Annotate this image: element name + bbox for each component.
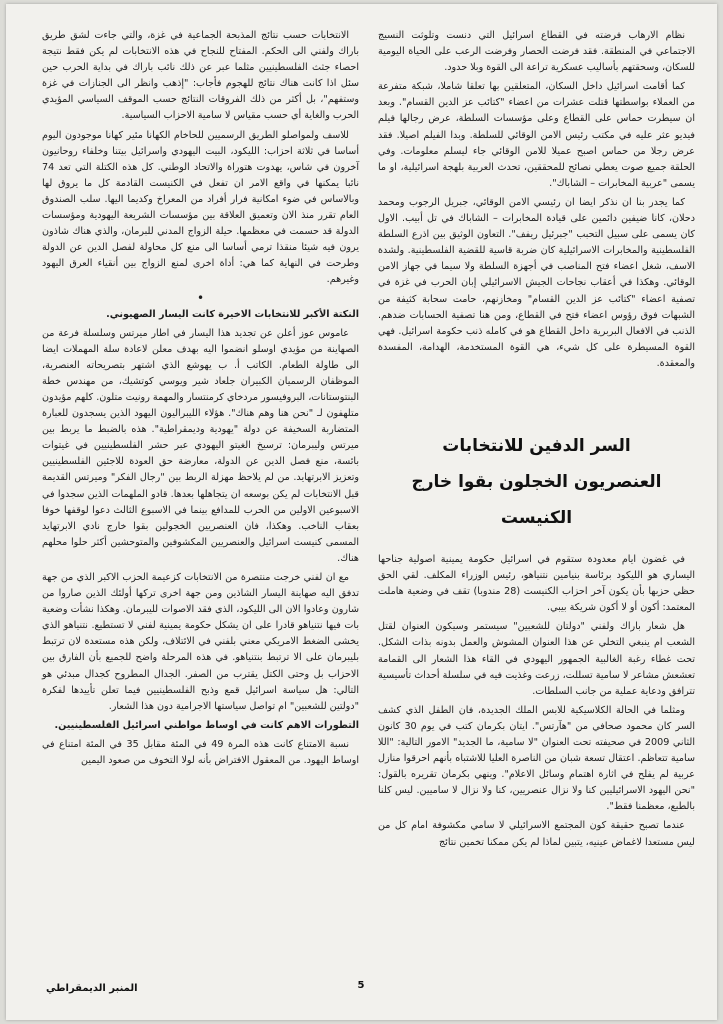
page-footer — [6, 980, 717, 1000]
headline-line: العنصريون الخجلون بقوا خارج — [411, 471, 662, 492]
article-paragraph: في غضون ايام معدودة ستقوم في اسرائيل حكومة يمينية اصولية جناحها اليساري هو الليكود برئاسة بنيامين نتنياهو، رئيس الوزراء المكلف. لقي الحق حظي حزبها بأن يكون آخر احزاب الكنيست (28 مندوبا) تقف في وضعية هاملت المعتمد: أكون أو لا أكون شريكة بيبي. — [378, 553, 695, 614]
newspaper-page — [6, 4, 717, 1020]
article-paragraph: عاموس عوز أعلن عن تجديد هذا اليسار في اطار ميرتس وسلسلة فرعة من الصهاينة من مؤيدي اوسلو انضموا اليه بهدف معلن لاعادة سلة المهملات ايضا الى طاولة الطعام. الكاتب أ. ب يهوشع الذي اشتهر بتصريحاته العنصرية، الموظفان الرسميان الكبيران جلعاد شير ويوسي كوتشيك، من مهندس خطة البنتوستانات، البروفيسور مردخاي كرمنتسار والمهمة رونيت متلون. كلهم مؤيدون متلهفون لـ "نحن هنا وهم هناك". هؤلاء الليبراليون اليهود الذين يسجدون للعبارة المتضاربة السخيفة عن دولة "يهودية وديمقراطية". هذه بالضبط ما يربط بين ميرتس وليبرمان: ترسيخ الغيتو اليهودي عبر حشر الفلسطينيين في غيتوات بائسة، منع فصل الدين عن الدولة، معارضة حق العودة للاجئين الفلسطينيين وتعزيز الابرتهايد. من لم يلاحظ مهزلة الربط بين "رجال الفكر" وميرتس القديمة قبل الانتخابات لم يكن بوسعه ان يتجاهلها بعدها. قادو الملهمات الذين سجدوا في الاسبوعين الاولين من الحرب للمدافع بينما في الاسبوع الثالث دعوا لوقفها خوفا بعقاب الناخب. وهكذا، فان العنصريين الخجولين بقوا خارج نادي الابرتهايد المسمى كنيست اسرائيل والعنصريين المكشوفين والمتوحشين أكثر حلوا محلهم هناك. — [42, 327, 359, 564]
article-paragraph: نسبة الامتناع كانت هذه المرة 49 في المئة مقابل 35 في المئة امتناع في اوساط اليهود. من المعقول الافتراض بأنه لولا التخوف من صعود اليمين — [42, 738, 359, 767]
article-paragraph: ومثلما في الحالة الكلاسيكية للابس الملك الجديدة، فان الطفل الذي كشف السر كان محمود صحافي من "هآرتس". ايتان بكرمان كتب في يوم 30 كانون الثاني 2009 في صحيفته تحت العنوان "لا سامية، ما الجديد" الامور التالية: "اللا سامية تتعاظم. اعتقال تسعة شبان من الناصرة العليا للاشتباه بأنهم احرقوا منازل عربية لم يفلح في اثارة اهتمام وسائل الاعلام". وينهي بكرمان تقريره بالقول: "نحن اليهود الاسرائيليين كنا ولا نزال عنصريين، كنا ولا نزال لا ساميين. ليس كلنا بالطبع، معظمنا فقط". — [378, 704, 696, 813]
headline-line: الكنيست — [500, 507, 573, 528]
article-headline — [378, 428, 695, 536]
section-lead: النكتة الأكبر للانتخابات الاخيرة كانت اليسار الصهيوني. — [106, 308, 359, 320]
left-column — [42, 28, 359, 772]
publication-name: المنبر الديمقراطي — [46, 983, 138, 994]
section-subhead: التطورات الاهم كانت في اوساط مواطني اسرائيل الفلسطينيين. — [54, 719, 359, 731]
article-paragraph: مع ان لفني خرجت منتصرة من الانتخابات كزعيمة الحزب الاكبر الذي من جهة تدفق اليه صهاينة اليسار الشاذين ومن جهة اخرى تركها أولئك الذين صاروا من شارون وعادوا الان الى الليكود، الذي فقد الاصوات لليبرمان. وهكذا نشأت وضعية بات فيها نتنياهو قادرا على ان يشكل حكومة يمينية لفني لا تستطيع. نتنياهو الذي يخشى الضغط الامريكي معني بلفني في الائتلاف، ولكن هذه مستعدة لان ترتبط بليبرمان على الا ترتبط بنتنياهو. في هذه المرحلة واضح للجميع بأن الفارق بين الاحزاب بل وحتى الكتل يقترب من الصفر. الجدال المطروح كجدال مبدئي هو التالي: هل سياسة اسرائيل قمع وذبح الفلسطينيين فيما تعلن تأييدها لفكرة "دولتين للشعبين" ام تواصل سياستها الاجرامية دون هذا الشعار. — [42, 572, 359, 712]
page-number: 5 — [357, 980, 365, 991]
article-paragraph: عندما تصبح حقيقة كون المجتمع الاسرائيلي لا سامي مكشوفة امام كل من ليس مستعدا لاغماض عينيه، يتبين لماذا لم يكن ممكنا تخمين نتائج — [378, 820, 695, 848]
section-bullet: • — [196, 290, 205, 305]
article-paragraph: كما أقامت اسرائيل داخل السكان، المتعلقين بها تعلقا شاملا، شبكة متفرعة من العملاء بواسطتها قتلت عشرات من اعضاء "كتائب عز الدين القسام". وبعد ان سيطرت حماس على القطاع وعلى مؤسسات السلطة، عرض رجالها فيلم فيديو عثر عليه في مكتب رئيس الامن الوقائي للسلطة. وبدا الفيلم اصيلا. فقد عرض رجلا من حماس اصبح عميلا للامن الوقائي جاء ليسلم معلومات. وفي الحلقة جميع صوت يعطي نصائح للمحققين، تحدث العربية بلهجة اسرائيلية، او ما يسمى "عربية المخابرات – الشاباك". — [378, 81, 695, 189]
article-paragraph: الانتخابات حسب نتائج المذبحة الجماعية في غزة، والتي جاءت لشق طريق باراك ولفني الى الحكم. المفتاح للنجاح في هذه الانتخابات لم يكن فقط نتيجة احصاء جثث الفلسطينيين مثلما عبر عن ذلك نائب باراك في بداية الحرب حين سئل اذا كانت هناك نتائج للهجوم فأجاب: "إذهب وانظر الى الجنازات في غزة وستفهم"، بل أكثر من ذلك الفروقات النتائج حسب الموقف السياسي المؤيدي الحرب والغاية أي حسب مقياس لا سامية الاحزاب السياسية. — [42, 30, 359, 122]
headline-line: السر الدفين للانتخابات — [442, 435, 631, 456]
article-paragraph: كما يجدر بنا ان نذكر ايضا ان رئيسي الامن الوقائي، جبريل الرجوب ومحمد دحلان، كانا ضيفين دائمين على قيادة المخابرات – الشاباك في تل أبيب. الاول كان يسمى على سبيل التحبب "جبرئيل ريفف". التعاون الوثيق بين اذرع السلطة الفلسطينية والمخابرات الاسرائيلية كان ضربة قاسية للقضية الفلسطينية. ولشدة الاسف، شغل اعضاء فتح المناصب في أجهزة السلطة ولا سيما في جهاز الامن الوقائي. وهكذا في أعقاب نجاحات الجيش الاسرائيلي إبان الحرب في غزة في تصفية اعضاء "كتائب عز الدين القسام" ومخازنهم، حامت سحابة كثيفة من الشبهات فوق رؤوس اعضاء فتح في القطاع، ومن هنا تصفية الحسابات ضدهم. الذنب في الافعال البربرية داخل القطاع هو في كامله ذنب حكومة اسرائيل. فهي القوة المسيطرة على كل شيء، هي القوة المستخدمة، الهدامة، المفسدة والمعقدة. — [378, 196, 695, 369]
article-paragraph: للاسف ولمواصلو الطريق الرسميين للحاخام الكهانا مئير كهانا موجودون اليوم أساسا في ثلاثة احزاب: الليكود، البيت اليهودي واسرائيل بيتنا وخلفاء روحانيون آخرون في شاس، يهدوت هتوراة والاتحاد الوطني. كل هذه الكتلة التي تعد 74 نائبا يمكنها في واقع الامر ان تفعل في الكنيست القادمة كل ما يروق لها وبالاساس في ضوء امكانية فرار أفراد من المعراخ وكديما اليها. سلب الصندوق العام تقرر منذ الان وتعميق العلاقة بين مؤسسات الشريعة اليهودية ومؤسسات الدولة قد حسمت في معظمها. حيلة الزواج المدني للبرمان، والذي هناك شاذون يرون فيه شيئا منقذا ترمي أساسا الى منع كل محاولة لفصل الدين عن الدولة وطرحت في النهاية كما هي: أداة اخرى لمنع الزواج بين أنقياء العرق اليهود وغيرهم. — [42, 129, 359, 286]
article-paragraph: نظام الارهاب فرضته في القطاع اسرائيل التي دنست وتلوثت النسيج الاجتماعي في المنطقة. فقد فرضت الحصار وفرضت الرعب على الحياة اليومية للسكان، وسحقتهم بأساليب عسكرية تراعة الى القوة وبلا حدود. — [378, 30, 695, 74]
article-paragraph: هل شعار باراك ولفني "دولتان للشعبين" سيستمر وسيكون العنوان لقتل الشعب ام ينبغي التخلي عن هذا العنوان المشوش والعمل بدونه بذات الشكل. تحت غطاء رغبة الغالبية الجمهور اليهودي في القاء هذا الشعار الى القمامة تعشعش مشاعر لا سامية تسللت، زرعت وغذيت فيه في سلسلة أحداث تأسيسية تترافق ودعاية عملية من جانب السلطات. — [378, 621, 695, 697]
right-column — [378, 28, 695, 854]
